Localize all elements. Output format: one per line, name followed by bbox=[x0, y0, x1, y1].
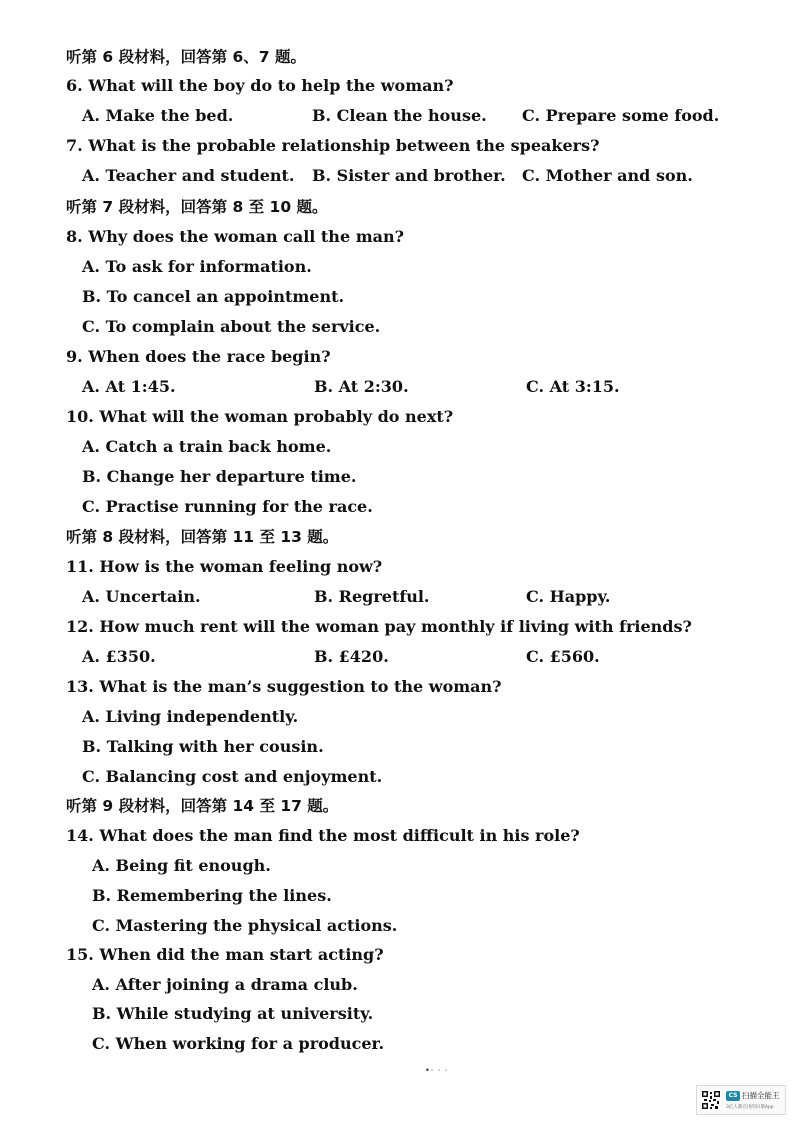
question-10-option-c: C. Practise running for the race. bbox=[82, 497, 373, 516]
question-11-option-c: C. Happy. bbox=[526, 587, 611, 606]
question-8: 8. Why does the woman call the man? bbox=[66, 227, 404, 246]
question-13-option-b: B. Talking with her cousin. bbox=[82, 737, 324, 756]
section-heading-6: 听第 6 段材料，回答第 6、7 题。 bbox=[66, 48, 306, 66]
question-9-option-c: C. At 3:15. bbox=[526, 377, 620, 396]
question-11: 11. How is the woman feeling now? bbox=[66, 557, 383, 576]
question-10: 10. What will the woman probably do next? bbox=[66, 407, 454, 426]
question-6-option-b: B. Clean the house. bbox=[312, 106, 487, 125]
question-6-option-a: A. Make the bed. bbox=[82, 106, 234, 125]
question-14: 14. What does the man find the most difficult in his role? bbox=[66, 826, 580, 845]
question-11-option-a: A. Uncertain. bbox=[82, 587, 201, 606]
qr-code-icon bbox=[701, 1090, 721, 1110]
question-7-option-a: A. Teacher and student. bbox=[82, 166, 295, 185]
question-8-option-c: C. To complain about the service. bbox=[82, 317, 381, 336]
question-13-option-a: A. Living independently. bbox=[82, 707, 299, 726]
question-9: 9. When does the race begin? bbox=[66, 347, 331, 366]
question-10-option-a: A. Catch a train back home. bbox=[82, 437, 332, 456]
question-14-option-b: B. Remembering the lines. bbox=[92, 886, 332, 905]
question-15: 15. When did the man start acting? bbox=[66, 945, 384, 964]
section-heading-7: 听第 7 段材料，回答第 8 至 10 题。 bbox=[66, 198, 328, 216]
question-6: 6. What will the boy do to help the woman? bbox=[66, 76, 454, 95]
question-13-option-c: C. Balancing cost and enjoyment. bbox=[82, 767, 383, 786]
question-13: 13. What is the man’s suggestion to the woman? bbox=[66, 677, 502, 696]
question-15-option-b: B. While studying at university. bbox=[92, 1004, 374, 1023]
question-7-option-c: C. Mother and son. bbox=[522, 166, 693, 185]
question-6-option-c: C. Prepare some food. bbox=[522, 106, 720, 125]
question-14-option-a: A. Being fit enough. bbox=[92, 856, 271, 875]
scanner-app-name: 扫描全能王 bbox=[742, 1091, 780, 1100]
section-heading-8: 听第 8 段材料，回答第 11 至 13 题。 bbox=[66, 528, 339, 546]
question-12: 12. How much rent will the woman pay monthly if living with friends? bbox=[66, 617, 692, 636]
question-7-option-b: B. Sister and brother. bbox=[312, 166, 506, 185]
camscanner-logo-icon: CS bbox=[726, 1091, 740, 1101]
question-7: 7. What is the probable relationship between the speakers? bbox=[66, 136, 600, 155]
question-15-option-c: C. When working for a producer. bbox=[92, 1034, 385, 1053]
scanner-tagline: 3亿人都在用的扫描App bbox=[726, 1105, 774, 1110]
question-9-option-b: B. At 2:30. bbox=[314, 377, 409, 396]
question-15-option-a: A. After joining a drama club. bbox=[92, 975, 358, 994]
section-heading-9: 听第 9 段材料，回答第 14 至 17 题。 bbox=[66, 797, 339, 815]
question-8-option-a: A. To ask for information. bbox=[82, 257, 312, 276]
scanner-watermark bbox=[696, 1085, 786, 1115]
question-12-option-a: A. £350. bbox=[82, 647, 156, 666]
question-12-option-c: C. £560. bbox=[526, 647, 600, 666]
question-10-option-b: B. Change her departure time. bbox=[82, 467, 357, 486]
question-14-option-c: C. Mastering the physical actions. bbox=[92, 916, 398, 935]
question-9-option-a: A. At 1:45. bbox=[82, 377, 176, 396]
question-12-option-b: B. £420. bbox=[314, 647, 389, 666]
scan-artifact-dots: •· · · bbox=[425, 1066, 449, 1075]
question-8-option-b: B. To cancel an appointment. bbox=[82, 287, 345, 306]
question-11-option-b: B. Regretful. bbox=[314, 587, 430, 606]
